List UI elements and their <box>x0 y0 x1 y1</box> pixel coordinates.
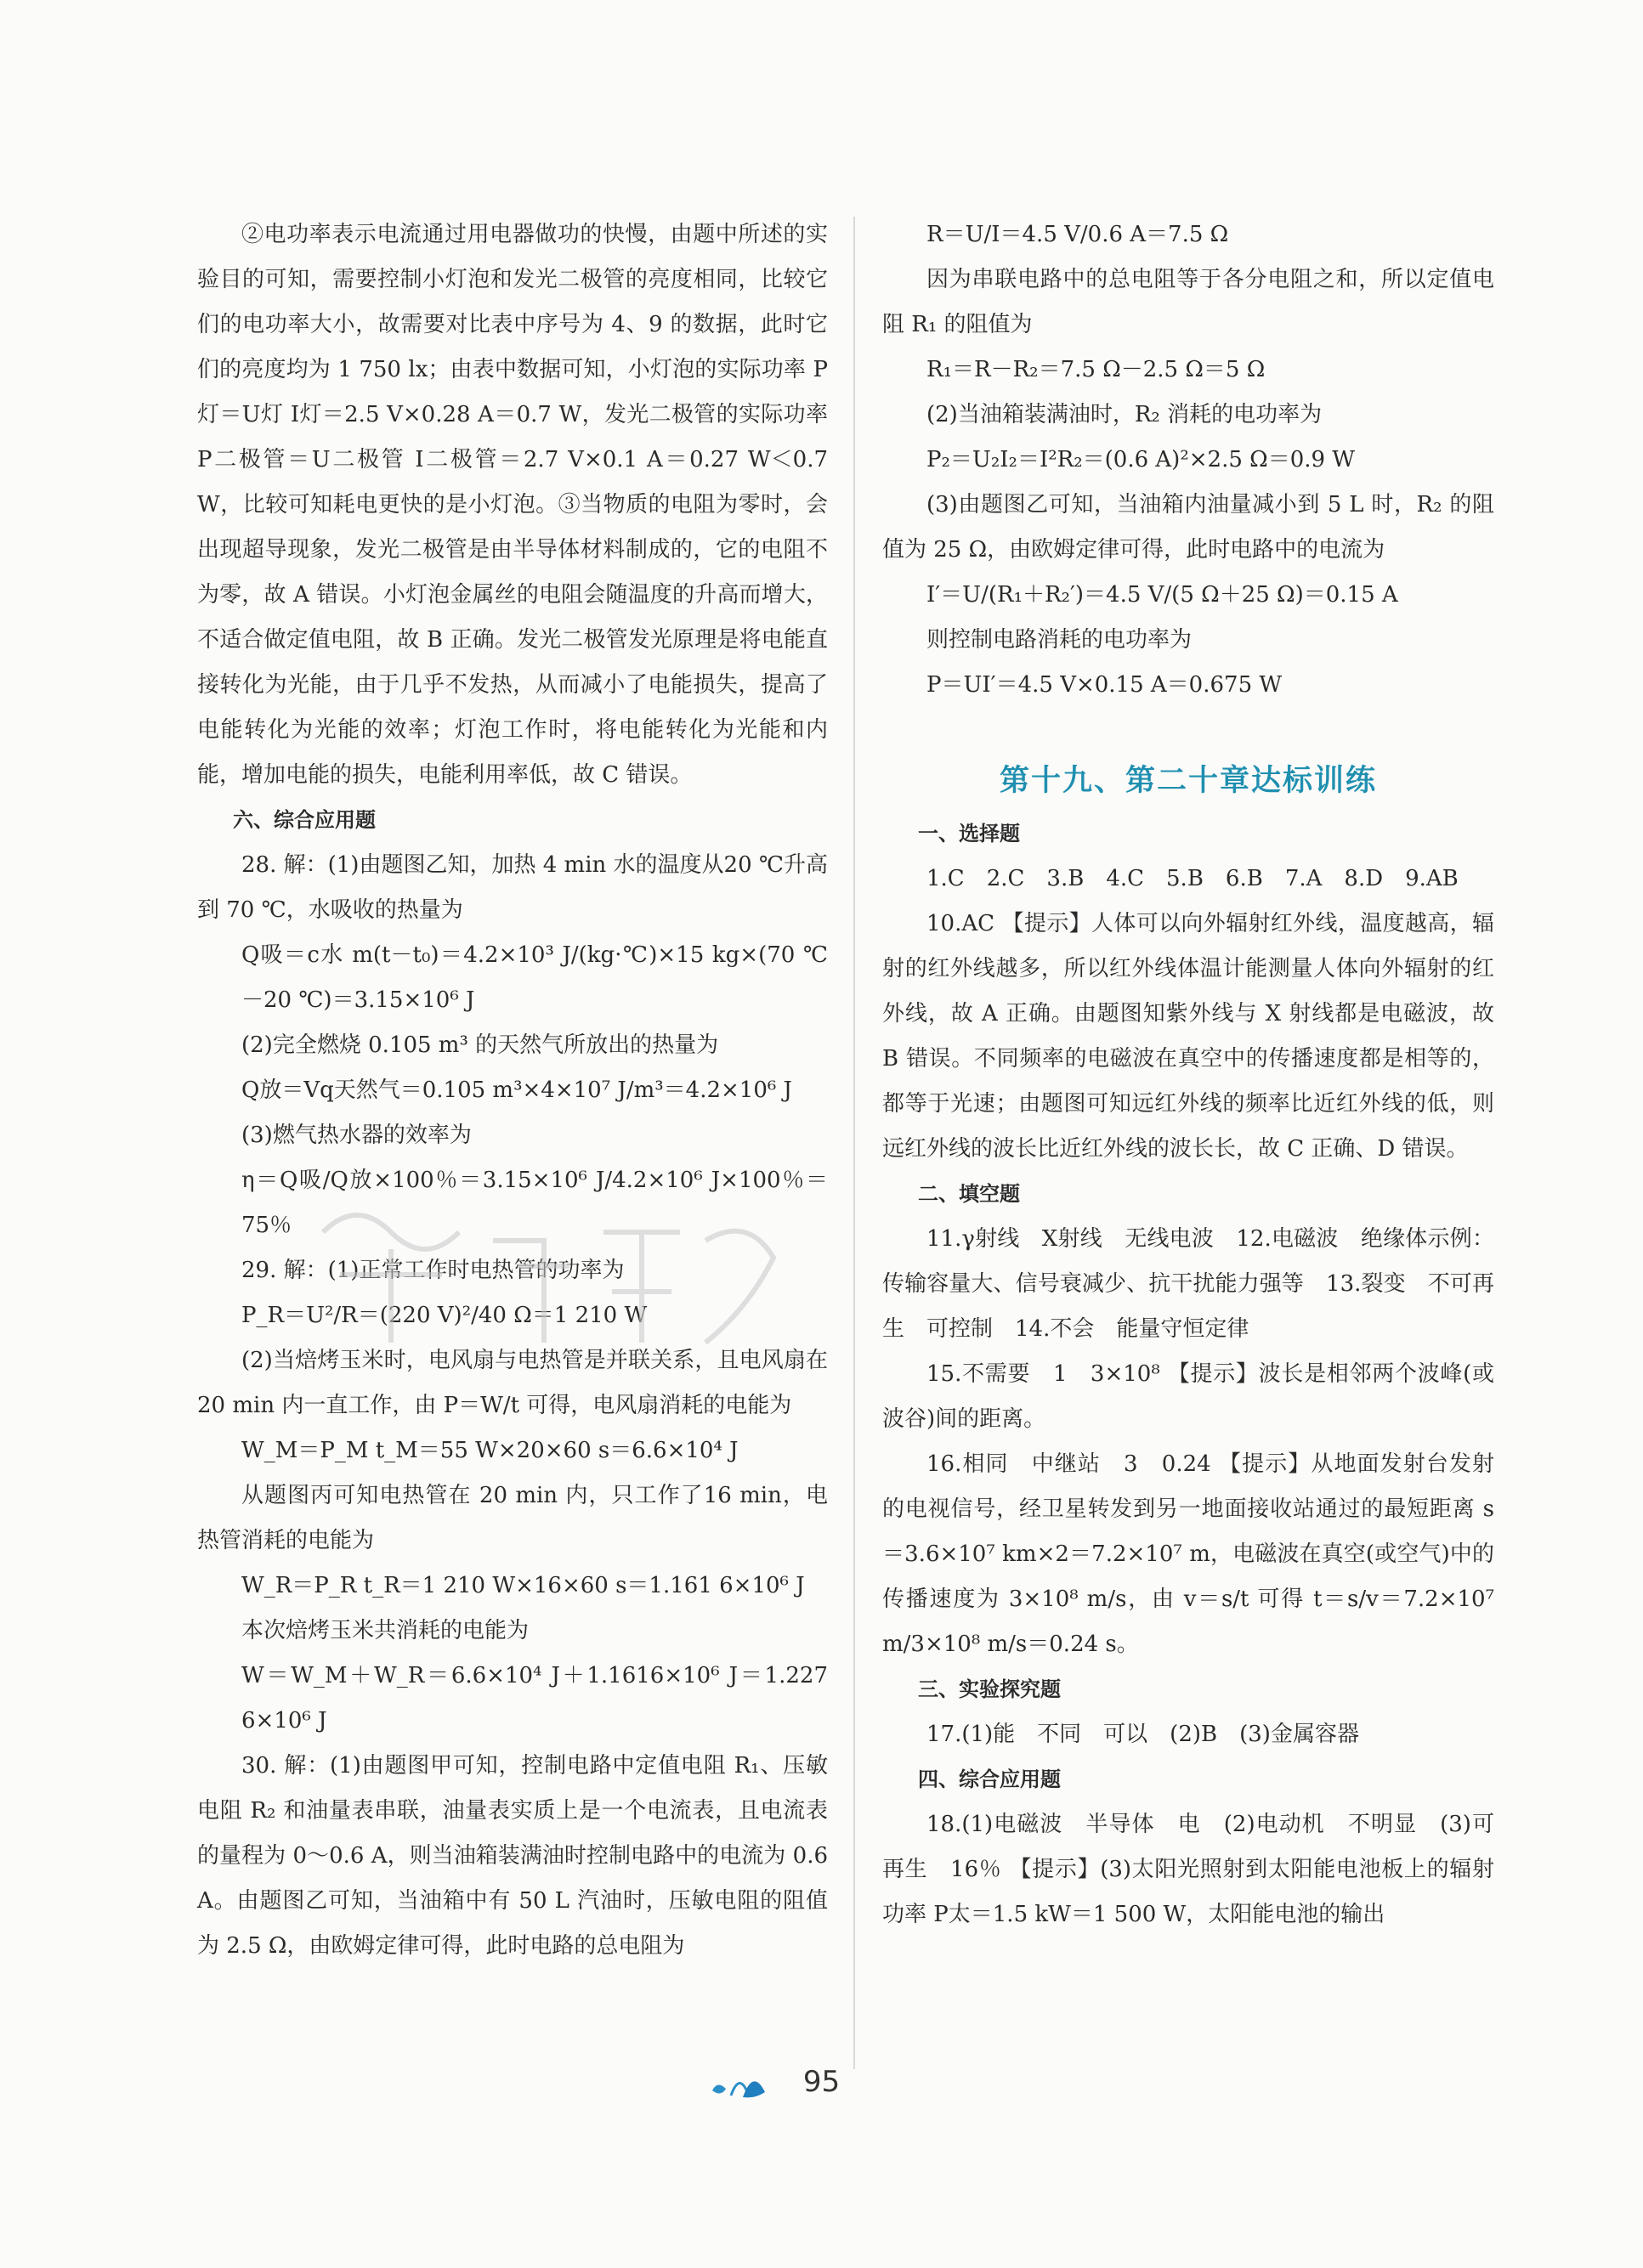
equation-line: I′＝U/(R₁＋R₂′)＝4.5 V/(5 Ω＋25 Ω)＝0.15 A <box>926 582 1398 608</box>
equation-line: 本次焙烤玉米共消耗的电能为 <box>241 1618 530 1643</box>
equation-line: P＝UI′＝4.5 V×0.15 A＝0.675 W <box>926 672 1283 698</box>
equation-line: W＝W_M＋W_R＝6.6×10⁴ J＋1.1616×10⁶ J＝1.227 6×10⁶ J <box>241 1663 828 1734</box>
paragraph: 从题图丙可知电热管在 20 min 内，只工作了16 min，电热管消耗的电能为 <box>197 1483 828 1553</box>
equation-line: (3)燃气热水器的效率为 <box>241 1123 472 1148</box>
paragraph: 18.(1)电磁波 半导体 电 (2)电动机 不明显 (3)可再生 16％ 【提示】(3)太阳光照射到太阳能电池板上的辐射功率 P太＝1.5 kW＝1 500 W，太阳能电池的输出 <box>882 1812 1494 1927</box>
equation-line: 则控制电路消耗的电功率为 <box>926 627 1193 653</box>
paragraph: 11.γ射线 X射线 无线电波 12.电磁波 绝缘体示例：传输容量大、信号衰减少、抗干扰能力强等 13.裂变 不可再生 可控制 14.不会 能量守恒定律 <box>882 1226 1494 1342</box>
paragraph: 因为串联电路中的总电阻等于各分电阻之和，所以定值电阻 R₁ 的阻值为 <box>882 267 1494 337</box>
section-heading: 三、实验探究题 <box>918 1677 1061 1701</box>
section-heading: 二、填空题 <box>918 1182 1020 1206</box>
equation-line: W_R＝P_R t_R＝1 210 W×16×60 s＝1.161 6×10⁶ J <box>241 1573 805 1598</box>
paragraph: 10.AC 【提示】人体可以向外辐射红外线，温度越高，辐射的红外线越多，所以红外线体温计能测量人体向外辐射的红外线，故 A 正确。由题图知紫外线与 X 射线都是电磁波，故 B 错误。不同频率的电磁波在真空中的传播速度都是相等的，都等于光速；由题图可知远红外线的频率比近红外线的低，则远红外线的波长比近红外线的波长长，故 C 正确、D 错误。 <box>882 911 1494 1162</box>
paragraph: (3)由题图乙可知，当油箱内油量减小到 5 L 时，R₂ 的阻值为 25 Ω，由欧姆定律可得，此时电路中的电流为 <box>882 492 1494 563</box>
column-divider <box>853 217 855 2069</box>
left-column <box>197 212 828 1969</box>
paragraph: 16.相同 中继站 3 0.24 【提示】从地面发射台发射的电视信号，经卫星转发到另一地面接收站通过的最短距离 s＝3.6×10⁷ km×2＝7.2×10⁷ m，电磁波在真空(或空气)中的传播速度为 3×10⁸ m/s，由 v＝s/t 可得 t＝s/v＝7.2×10⁷ m/3×10⁸ m/s＝0.24 s。 <box>882 1451 1494 1657</box>
paragraph: 29. 解：(1)正常工作时电热管的功率为 <box>241 1258 625 1283</box>
section-heading: 六、综合应用题 <box>233 808 376 832</box>
equation-line: Q放＝Vq天然气＝0.105 m³×4×10⁷ J/m³＝4.2×10⁶ J <box>241 1077 792 1103</box>
equation-line: R₁＝R－R₂＝7.5 Ω－2.5 Ω＝5 Ω <box>926 357 1266 382</box>
paragraph: (2)当焙烤玉米时，电风扇与电热管是并联关系，且电风扇在 20 min 内一直工作，由 P＝W/t 可得，电风扇消耗的电能为 <box>197 1348 828 1418</box>
equation-line: η＝Q吸/Q放×100％＝3.15×10⁶ J/4.2×10⁶ J×100％＝75％ <box>241 1168 828 1238</box>
paragraph: 28. 解：(1)由题图乙知，加热 4 min 水的温度从20 ℃升高到 70 ℃，水吸收的热量为 <box>197 852 828 923</box>
paragraph: ②电功率表示电流通过用电器做功的快慢，由题中所述的实验目的可知，需要控制小灯泡和发光二极管的亮度相同，比较它们的电功率大小，故需要对比表中序号为 4、9 的数据，此时它们的亮度均为 1 750 lx；由表中数据可知，小灯泡的实际功率 P灯＝U灯 I灯＝2.5 V×0.28 A＝0.7 W，发光二极管的实际功率 P二极管＝U二极管 I二极管＝2.7 V×0.1 A＝0.27 W＜0.7 W，比较可知耗电更快的是小灯泡。③当物质的电阻为零时，会出现超导现象，发光二极管是由半导体材料制成的，它的电阻不为零，故 A 错误。小灯泡金属丝的电阻会随温度的升高而增大，不适合做定值电阻，故 B 正确。发光二极管发光原理是将电能直接转化为光能，由于几乎不发热，从而减小了电能损失，提高了电能转化为光能的效率；灯泡工作时，将电能转化为光能和内能，增加电能的损失，电能利用率低，故 C 错误。 <box>197 222 828 788</box>
equation-line: Q吸＝c水 m(t－t₀)＝4.2×10³ J/(kg·℃)×15 kg×(70 ℃－20 ℃)＝3.15×10⁶ J <box>241 942 828 1013</box>
section-heading: 一、选择题 <box>918 822 1020 846</box>
paragraph: 17.(1)能 不同 可以 (2)B (3)金属容器 <box>926 1722 1359 1747</box>
watermark-logo <box>289 1181 799 1368</box>
equation-line: (2)当油箱装满油时，R₂ 消耗的电功率为 <box>926 402 1323 427</box>
section-heading: 四、综合应用题 <box>918 1767 1061 1791</box>
paragraph: 15.不需要 1 3×10⁸ 【提示】波长是相邻两个波峰(或波谷)间的距离。 <box>882 1361 1494 1432</box>
chapter-title: 第十九、第二十章达标训练 <box>999 764 1377 798</box>
equation-line: P_R＝U²/R＝(220 V)²/40 Ω＝1 210 W <box>241 1303 648 1328</box>
page-number: 95 <box>802 2065 841 2099</box>
equation-line: W_M＝P_M t_M＝55 W×20×60 s＝6.6×10⁴ J <box>241 1438 739 1463</box>
equation-line: P₂＝U₂I₂＝I²R₂＝(0.6 A)²×2.5 Ω＝0.9 W <box>926 447 1356 472</box>
paragraph: 1.C 2.C 3.B 4.C 5.B 6.B 7.A 8.D 9.AB <box>926 866 1459 891</box>
equation-line: R＝U/I＝4.5 V/0.6 A＝7.5 Ω <box>926 222 1229 247</box>
paragraph: 30. 解：(1)由题图甲可知，控制电路中定值电阻 R₁、压敏电阻 R₂ 和油量表串联，油量表实质上是一个电流表，且电流表的量程为 0～0.6 A，则当油箱装满油时控制电路中的电流为 0.6 A。由题图乙可知，当油箱中有 50 L 汽油时，压敏电阻的阻值为 2.5 Ω，由欧姆定律可得，此时电路的总电阻为 <box>197 1753 828 1959</box>
equation-line: (2)完全燃烧 0.105 m³ 的天然气所放出的热量为 <box>241 1032 719 1058</box>
right-column <box>882 212 1494 1937</box>
